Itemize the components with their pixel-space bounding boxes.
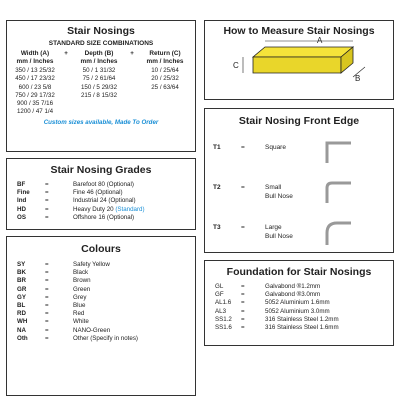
grade-name: Offshore 16 (Optional)	[73, 213, 135, 221]
sizes-title: Stair Nosings	[67, 25, 135, 37]
front-edge-panel	[204, 108, 394, 253]
colour-eq: =	[45, 277, 49, 285]
colour-name: Other (Specify in notes)	[73, 334, 138, 342]
colour-eq: =	[45, 269, 49, 277]
grade-code: HD	[17, 205, 26, 213]
colour-eq: =	[45, 302, 49, 310]
colour-item	[17, 261, 193, 269]
colour-code: SY	[17, 261, 26, 268]
grade-item	[17, 181, 193, 189]
front-edge-row-t1	[213, 141, 389, 161]
label-b: B	[355, 74, 361, 83]
measure-title: How to Measure Stair Nosings	[223, 25, 375, 37]
grade-eq: =	[45, 181, 49, 188]
foundation-code: GF	[215, 291, 224, 299]
width-value: 1200 / 47 1/4	[16, 108, 54, 116]
grade-code: OS	[17, 213, 26, 221]
sizes-subtitle: STANDARD SIZE COMBINATIONS	[48, 40, 154, 47]
grade-name: Fine 46 (Optional)	[73, 189, 123, 197]
foundation-eq: =	[241, 299, 245, 307]
foundation-item	[215, 308, 391, 316]
edge-code: T1	[213, 144, 221, 151]
return-value: 25 / 63/64	[151, 83, 179, 91]
colour-code: BL	[17, 302, 26, 310]
custom-sizes-note: Custom sizes available, Made To Order	[43, 119, 159, 127]
edge-name: Square	[265, 144, 286, 151]
foundation-code: SS1.2	[215, 315, 232, 323]
colour-name: Blue	[73, 302, 86, 310]
edge-eq: =	[241, 184, 245, 191]
standard-badge: (Standard)	[115, 205, 145, 213]
colour-name: NANO-Green	[73, 326, 111, 334]
edge-code: T3	[213, 224, 221, 231]
depth-value: 50 / 1 31/32	[82, 67, 116, 75]
colour-eq: =	[45, 326, 49, 334]
foundation-name: 316 Stainless Steel 1.2mm	[265, 315, 339, 323]
colour-name: Brown	[73, 277, 91, 285]
colour-code: GR	[17, 285, 27, 293]
foundation-eq: =	[241, 307, 245, 315]
colour-eq: =	[45, 318, 49, 326]
return-header: Return (C)	[149, 50, 181, 57]
width-value: 350 / 13 25/32	[15, 67, 55, 75]
edge-name-2: Bull Nose	[265, 193, 293, 200]
grade-item	[17, 197, 193, 205]
grade-eq: =	[45, 189, 49, 197]
width-value: 600 / 23 5/8	[18, 83, 52, 91]
front-edge-title: Stair Nosing Front Edge	[238, 115, 360, 127]
colour-eq: =	[45, 285, 49, 293]
foundation-item	[215, 299, 391, 307]
colour-item	[17, 310, 193, 318]
colour-item	[17, 269, 193, 277]
colour-eq: =	[45, 334, 49, 342]
front-edge-row-t2	[213, 181, 389, 205]
return-value: 20 / 25/32	[151, 75, 179, 83]
grade-eq: =	[45, 213, 49, 221]
colours-panel	[6, 236, 196, 396]
foundation-item	[215, 316, 391, 324]
grade-eq: =	[45, 205, 49, 213]
edge-code: T2	[213, 184, 221, 191]
square-edge-icon	[323, 141, 353, 163]
foundation-name: 5052 Aluminium 1.6mm	[265, 299, 330, 307]
depth-value: 215 / 8 15/32	[80, 91, 118, 99]
foundation-code: AL3	[215, 307, 227, 315]
colour-item	[17, 327, 193, 335]
foundation-eq: =	[241, 315, 245, 323]
return-value: 10 / 25/64	[151, 67, 179, 75]
foundation-name: Galvabond ®3.0mm	[265, 291, 321, 299]
depth-column	[71, 67, 127, 116]
foundation-code: GL	[215, 283, 224, 290]
colour-name: Safety Yellow	[73, 261, 110, 268]
sizes-panel	[6, 20, 196, 152]
depth-unit: mm / Inches	[80, 57, 118, 65]
colour-item	[17, 335, 193, 343]
foundation-name: 316 Stainless Steel 1.6mm	[265, 324, 339, 332]
edge-eq: =	[241, 224, 245, 231]
nosing-front-face	[253, 57, 341, 73]
grade-name-text: Heavy Duty 20	[73, 205, 116, 213]
grade-code: Fine	[17, 189, 30, 197]
colour-item	[17, 286, 193, 294]
foundation-eq: =	[241, 324, 245, 332]
colour-item	[17, 302, 193, 310]
sizes-header-row	[7, 50, 195, 65]
colour-name: Black	[73, 269, 89, 277]
grades-list	[17, 181, 193, 222]
grade-item	[17, 206, 193, 214]
measure-panel	[204, 20, 394, 100]
grade-name	[73, 206, 145, 214]
grades-title: Stair Nosing Grades	[50, 164, 152, 176]
foundation-panel	[204, 260, 394, 346]
front-edge-row-t3	[213, 221, 389, 247]
colour-code: BR	[17, 277, 26, 285]
foundation-title: Foundation for Stair Nosings	[226, 266, 372, 278]
grades-panel	[6, 158, 196, 230]
edge-name: Small	[265, 184, 282, 191]
width-column	[9, 67, 61, 116]
grade-code: Ind	[17, 197, 27, 205]
width-value: 750 / 29 17/32	[15, 91, 55, 99]
depth-value: 75 / 2 61/64	[82, 75, 116, 83]
colour-code: BK	[17, 269, 26, 277]
grade-item	[17, 189, 193, 197]
width-unit: mm / Inches	[16, 57, 54, 65]
colours-title: Colours	[81, 243, 121, 255]
width-value: 900 / 35 7/16	[16, 100, 54, 107]
plus-sign: +	[64, 50, 68, 57]
colour-eq: =	[45, 293, 49, 301]
label-a: A	[317, 37, 323, 45]
colour-code: NA	[17, 326, 26, 334]
foundation-name: Galvabond ®1.2mm	[265, 283, 321, 290]
grade-code: BF	[17, 181, 26, 188]
foundation-eq: =	[241, 291, 245, 299]
grade-name: Barefoot 80 (Optional)	[73, 181, 134, 188]
foundation-item	[215, 291, 391, 299]
small-bullnose-icon	[323, 181, 353, 203]
width-header: Width (A)	[20, 50, 50, 57]
nosing-diagram	[205, 37, 393, 99]
foundation-eq: =	[241, 283, 245, 290]
foundation-code: AL1.6	[215, 299, 232, 307]
width-value: 450 / 17 23/32	[15, 75, 55, 83]
return-unit: mm / Inches	[146, 57, 184, 65]
grade-eq: =	[45, 197, 49, 205]
large-bullnose-icon	[323, 221, 353, 245]
colour-name: Grey	[73, 293, 87, 301]
depth-value: 150 / 5 29/32	[80, 83, 118, 91]
grade-name: Industrial 24 (Optional)	[73, 197, 136, 205]
foundation-name: 5052 Aluminium 3.0mm	[265, 307, 330, 315]
colour-name: White	[73, 318, 89, 326]
nosing-top-face	[253, 47, 353, 57]
colour-eq: =	[45, 261, 49, 268]
edge-name-2: Bull Nose	[265, 233, 293, 240]
edge-eq: =	[241, 144, 245, 151]
grade-item	[17, 214, 193, 222]
colour-code: Oth	[17, 334, 28, 342]
foundation-item	[215, 324, 391, 332]
sizes-values	[7, 67, 195, 116]
colour-name: Red	[73, 310, 85, 318]
label-c: C	[233, 61, 239, 70]
colours-list	[17, 261, 193, 343]
plus-sign: +	[130, 50, 134, 57]
foundation-code: SS1.6	[215, 324, 232, 332]
colour-code: WH	[17, 318, 28, 326]
foundation-item	[215, 283, 391, 291]
colour-item	[17, 277, 193, 285]
colour-item	[17, 318, 193, 326]
return-column	[137, 67, 193, 116]
edge-name: Large	[265, 224, 282, 231]
depth-header: Depth (B)	[84, 50, 114, 57]
colour-code: GY	[17, 293, 26, 301]
colour-code: RD	[17, 310, 26, 318]
foundation-list	[215, 283, 391, 332]
colour-name: Green	[73, 285, 91, 293]
colour-eq: =	[45, 310, 49, 318]
colour-item	[17, 294, 193, 302]
